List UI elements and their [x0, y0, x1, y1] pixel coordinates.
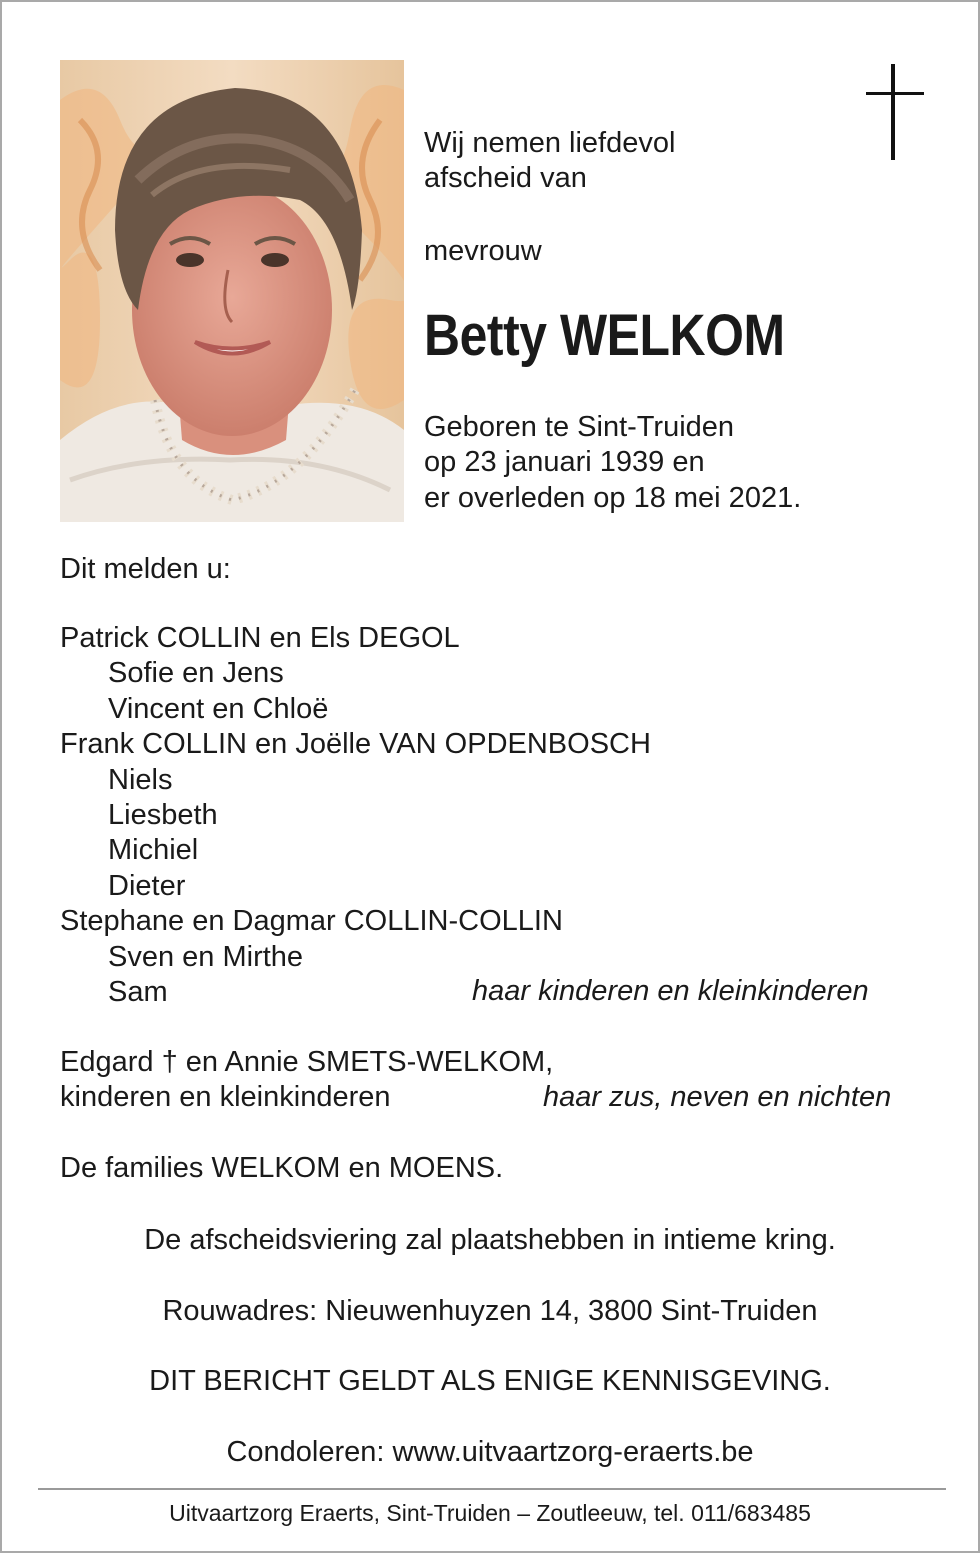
cross-icon [866, 64, 924, 162]
families-text: De families WELKOM en MOENS. [60, 1152, 504, 1184]
funeral-home-footer: Uitvaartzorg Eraerts, Sint-Truiden – Zoutleeuw, tel. 011/683485 [169, 1500, 811, 1526]
life-line: op 23 januari 1939 en [424, 446, 705, 479]
family-member: Dieter [108, 869, 186, 902]
intro-text [424, 126, 675, 197]
family-member: Niels [108, 763, 173, 796]
children-list [60, 621, 651, 1010]
family-member: Patrick COLLIN en Els DEGOL [60, 622, 460, 654]
intro-line: afscheid van [424, 162, 587, 195]
life-line: er overleden op 18 mei 2021. [424, 481, 802, 514]
intro-line: Wij nemen liefdevol [424, 127, 676, 159]
family-member: Frank COLLIN en Joëlle VAN OPDENBOSCH [60, 728, 651, 761]
family-member: Sven en Mirthe [108, 940, 304, 973]
portrait-image [60, 60, 404, 522]
notice-text: DIT BERICHT GELDT ALS ENIGE KENNISGEVING. [149, 1365, 831, 1397]
family-member: Stephane en Dagmar COLLIN-COLLIN [60, 905, 563, 938]
family-member: Sofie en Jens [108, 657, 284, 690]
ceremony-text: De afscheidsviering zal plaatshebben in intieme kring. [144, 1224, 836, 1256]
family-member: kinderen en kleinkinderen [60, 1081, 391, 1114]
siblings-relation: haar zus, neven en nichten [543, 1081, 892, 1113]
family-member: Liesbeth [108, 798, 218, 831]
portrait-photo [60, 60, 404, 522]
announce-text: Dit melden u: [60, 553, 231, 585]
family-member: Michiel [108, 834, 199, 867]
life-line: Geboren te Sint-Truiden [424, 411, 735, 443]
honorific: mevrouw [424, 235, 542, 267]
deceased-name: Betty WELKOM [424, 303, 785, 368]
footer-divider [38, 1488, 946, 1490]
siblings-list [60, 1045, 553, 1116]
family-member: Edgard † en Annie SMETS-WELKOM, [60, 1046, 554, 1078]
condolences-link[interactable]: Condoleren: www.uitvaartzorg-eraerts.be [226, 1436, 754, 1468]
life-dates [424, 410, 801, 516]
address-text: Rouwadres: Nieuwenhuyzen 14, 3800 Sint-Truiden [162, 1295, 818, 1327]
children-relation: haar kinderen en kleinkinderen [472, 975, 869, 1007]
family-member: Vincent en Chloë [108, 692, 329, 725]
family-member: Sam [108, 975, 168, 1008]
